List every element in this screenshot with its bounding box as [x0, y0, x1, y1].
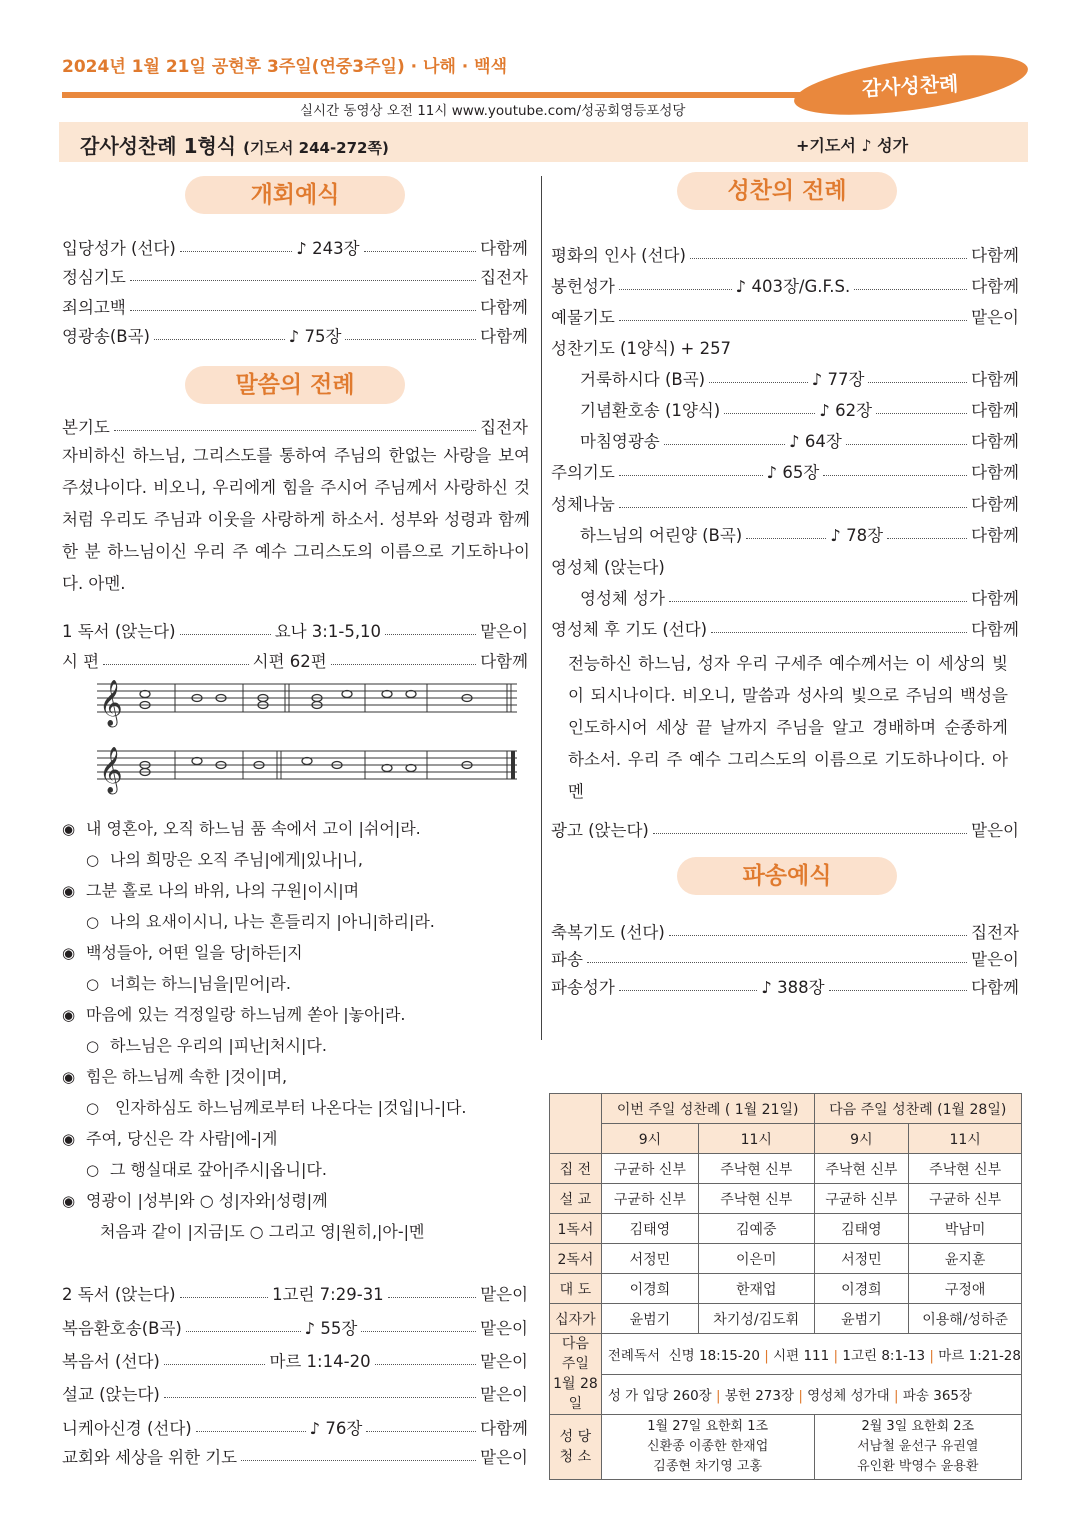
table-row	[550, 1415, 1022, 1480]
liturgy-row	[62, 413, 528, 439]
verse-marker: ◉	[62, 1006, 76, 1024]
table-cell: 김예중	[698, 1214, 814, 1244]
section-opening: 개회예식	[185, 176, 405, 214]
row-label: 주의기도	[551, 463, 615, 482]
live-stream-info: 실시간 동영상 오전 11시 www.youtube.com/성공회영등포성당	[300, 103, 686, 119]
liturgy-row	[62, 1280, 528, 1306]
leader-dots	[724, 413, 815, 414]
row-label: 정심기도	[62, 268, 126, 287]
row-label: 니케아신경 (선다)	[62, 1419, 192, 1438]
row-who: 맡은이	[971, 308, 1019, 327]
header-rule	[62, 92, 882, 98]
liturgy-row	[551, 272, 1019, 298]
row-who: 다함께	[971, 277, 1020, 296]
leader-dots	[664, 444, 785, 445]
verse-text: 영광이 |성부|와 ○ 성|자와|성령|께	[86, 1191, 328, 1210]
table-row	[550, 1304, 1022, 1334]
verse-text: 힘은 하느님께 속한 |것이|며,	[86, 1067, 288, 1086]
time-header: 9시	[601, 1124, 698, 1154]
liturgy-row	[580, 521, 1019, 547]
row-label: 영성체 성가	[580, 589, 665, 608]
row-label: 2 독서 (앉는다)	[62, 1285, 176, 1304]
row-ref: ♪ 76장	[309, 1419, 363, 1438]
row-who: 다함께	[480, 1419, 528, 1438]
leader-dots	[196, 1431, 306, 1432]
label-line: 성 당	[559, 1429, 592, 1445]
psalm-verse	[86, 968, 291, 999]
row-who: 집전자	[971, 923, 1019, 942]
leader-dots	[180, 1297, 269, 1298]
table-cell: 김태영	[814, 1214, 909, 1244]
table-cell: 구균하 신부	[814, 1184, 909, 1214]
row-who: 다함께	[480, 239, 528, 258]
label-line: 다음	[561, 1336, 589, 1352]
liturgy-row	[62, 263, 528, 289]
row-who: 맡은이	[971, 950, 1019, 969]
time-header: 11시	[909, 1124, 1022, 1154]
row-ref: 1고린 7:29-31	[272, 1285, 384, 1304]
row-header: 집 전	[550, 1154, 602, 1184]
leader-dots	[868, 382, 967, 383]
label-line: 1월 28일	[553, 1376, 598, 1412]
cleaning-title: 2월 3일 요한회 2조	[861, 1419, 975, 1434]
next-readings: 전례독서 신명 18:15-20 | 시편 111 | 1고린 8:1-13 | 마르 1:21-28	[601, 1334, 1021, 1375]
leader-dots	[361, 1331, 476, 1332]
leader-dots	[619, 320, 967, 321]
liturgy-row	[551, 553, 1019, 579]
row-label: 예물기도	[551, 308, 615, 327]
section-eucharist: 성찬의 전례	[677, 172, 897, 210]
next-hymns: 성 가 입당 260장 | 봉헌 273장 | 영성체 성가대 | 파송 365장	[601, 1374, 1021, 1415]
row-ref: 요나 3:1-5,10	[274, 622, 382, 641]
table-row	[550, 1334, 1022, 1375]
verse-text: 내 영혼아, 오직 하느님 품 속에서 고이 |쉬어|라.	[86, 819, 421, 838]
row-label: 축복기도 (선다)	[551, 923, 665, 942]
row-label: 본기도	[62, 418, 110, 437]
row-who: 다함께	[971, 978, 1019, 997]
leader-dots	[709, 382, 808, 383]
psalm-verse	[62, 875, 359, 906]
leader-dots	[388, 1297, 477, 1298]
row-ref: ♪ 64장	[789, 432, 842, 451]
liturgy-row	[62, 617, 528, 643]
leader-dots	[180, 634, 271, 635]
table-cell: 윤범기	[814, 1304, 909, 1334]
psalm-verse	[86, 1092, 467, 1123]
row-header: 설 교	[550, 1184, 602, 1214]
table-cell: 윤지훈	[909, 1244, 1022, 1274]
row-ref: ♪ 75장	[288, 327, 342, 346]
table-cell: 구균하 신부	[601, 1154, 698, 1184]
row-ref: ♪ 78장	[830, 526, 884, 545]
title-legend: +기도서 ♪ 성가	[796, 136, 909, 155]
table-cell: 주낙현 신부	[698, 1154, 814, 1184]
table-corner	[550, 1094, 602, 1154]
verse-marker: ◉	[62, 1192, 76, 1210]
row-label: 마침영광송	[580, 432, 660, 451]
leader-dots	[587, 962, 967, 963]
psalm-verse	[62, 1061, 287, 1092]
row-ref: ♪ 388장	[761, 978, 825, 997]
leader-dots	[619, 289, 732, 290]
row-who: 다함께	[480, 652, 529, 671]
banner-title: 감사성찬례	[861, 71, 959, 101]
leader-dots	[364, 251, 477, 252]
verse-text: 나의 희망은 오직 주님|에게|있나|니,	[110, 850, 363, 869]
verse-text: 백성들아, 어떤 일을 당|하든|지	[86, 943, 303, 962]
title-subtitle: (기도서 244-272쪽)	[243, 139, 389, 157]
leader-dots	[164, 1364, 266, 1365]
liturgy-row	[62, 1443, 528, 1469]
svg-text:𝄞: 𝄞	[99, 747, 123, 793]
leader-dots	[823, 475, 967, 476]
row-label: 영광송(B곡)	[62, 327, 150, 346]
row-label: 1 독서 (앉는다)	[62, 622, 176, 641]
readings-label: 전례독서	[607, 1347, 661, 1364]
psalm-verse	[62, 813, 421, 844]
liturgy-row	[551, 816, 1019, 842]
row-who: 다함께	[971, 495, 1019, 514]
row-header: 1독서	[550, 1214, 602, 1244]
psalm-verse	[62, 1185, 328, 1216]
psalm-chant-staff	[97, 676, 517, 802]
leader-dots	[345, 339, 476, 340]
leader-dots	[619, 990, 758, 991]
row-label: 평화의 인사 (선다)	[551, 246, 686, 265]
liturgy-row	[62, 1380, 528, 1406]
section-dismissal: 파송예식	[677, 857, 897, 895]
cleaning-names: 유인환 박영수 윤용환	[857, 1459, 979, 1474]
verse-marker: ○	[86, 975, 100, 993]
title-text: 감사성찬례 1형식	[80, 134, 237, 158]
psalm-verse	[62, 999, 406, 1030]
leader-dots	[619, 507, 967, 508]
row-label: 시 편	[62, 652, 100, 671]
row-ref: ♪ 77장	[811, 370, 865, 389]
table-cell: 김태영	[601, 1214, 698, 1244]
reading-item: 마르 1:21-28	[938, 1347, 1021, 1364]
verse-text: 하느님은 우리의 |피난|처시|다.	[110, 1036, 327, 1055]
date-line: 2024년 1월 21일 공현후 3주일(연중3주일) · 나해 · 백색	[62, 57, 508, 77]
this-week-header: 이번 주일 성찬례 ( 1월 21일)	[601, 1094, 814, 1124]
table-cell: 구정애	[909, 1274, 1022, 1304]
row-ref: 마르 1:14-20	[269, 1352, 371, 1371]
psalm-verse	[62, 937, 303, 968]
verse-marker: ○	[86, 1099, 100, 1117]
row-who: 다함께	[480, 327, 528, 346]
liturgy-row	[62, 1314, 528, 1340]
verse-text: 주여, 당신은 각 사람|에-|게	[86, 1129, 278, 1148]
row-who: 다함께	[971, 526, 1019, 545]
leader-dots	[669, 935, 967, 936]
row-label: 하느님의 어린양 (B곡)	[580, 526, 743, 545]
row-who: 다함께	[971, 463, 1019, 482]
leader-dots	[114, 430, 476, 431]
section-word: 말씀의 전례	[185, 366, 405, 404]
row-label: 죄의고백	[62, 298, 126, 317]
row-who: 다함께	[480, 298, 528, 317]
leader-dots	[180, 251, 293, 252]
leader-dots	[619, 475, 763, 476]
leader-dots	[829, 990, 968, 991]
row-header: 2독서	[550, 1244, 602, 1274]
table-cell: 이경희	[601, 1274, 698, 1304]
row-who: 집전자	[480, 268, 528, 287]
row-who: 맡은이	[480, 1319, 528, 1338]
label-line: 청 소	[559, 1449, 592, 1465]
row-who: 맡은이	[480, 1385, 528, 1404]
row-who: 맡은이	[480, 1448, 528, 1467]
liturgy-row	[551, 458, 1019, 484]
verse-text: 그 행실대로 갚아|주시|옵니|다.	[110, 1160, 327, 1179]
row-label: 성체나눔	[551, 495, 615, 514]
time-header: 11시	[698, 1124, 814, 1154]
leader-dots	[711, 632, 967, 633]
leader-dots	[241, 1460, 476, 1461]
verse-text: 인자하심도 하느님께로부터 나온다는 |것입|니-|다.	[110, 1098, 467, 1117]
row-label: 영성체 후 기도 (선다)	[551, 620, 708, 639]
table-cell: 차기성/김도휘	[698, 1304, 814, 1334]
table-cell: 이경희	[814, 1274, 909, 1304]
svg-text:𝄞: 𝄞	[99, 680, 123, 726]
liturgy-row	[62, 234, 528, 260]
table-row	[550, 1154, 1022, 1184]
row-ref: 시편 62편	[252, 652, 327, 671]
leader-dots	[130, 310, 476, 311]
liturgy-row	[551, 615, 1019, 641]
liturgy-row	[62, 322, 528, 348]
row-ref: ♪ 55장	[304, 1319, 358, 1338]
hymn-item: 입당 260장	[642, 1388, 712, 1405]
leader-dots	[846, 444, 967, 445]
table-row	[550, 1214, 1022, 1244]
column-divider	[541, 176, 542, 1040]
cleaning-label	[550, 1415, 602, 1480]
verse-text: 마음에 있는 걱정일랑 하느님께 쏟아 |놓아|라.	[86, 1005, 406, 1024]
liturgy-row	[551, 918, 1019, 944]
liturgy-row	[551, 973, 1019, 999]
row-label: 거룩하시다 (B곡)	[580, 370, 706, 389]
row-label: 성찬기도 (1양식) + 257	[551, 339, 732, 358]
row-label: 교회와 세상을 위한 기도	[62, 1448, 238, 1467]
verse-marker: ○	[86, 1161, 100, 1179]
row-label: 파송	[551, 950, 583, 969]
cleaning-group-a	[601, 1415, 814, 1480]
leader-dots	[130, 280, 476, 281]
leader-dots	[154, 339, 285, 340]
table-cell: 박남미	[909, 1214, 1022, 1244]
table-row	[550, 1244, 1022, 1274]
row-label: 입당성가 (선다)	[62, 239, 176, 258]
row-who: 다함께	[971, 432, 1019, 451]
leader-dots	[746, 538, 826, 539]
liturgy-row	[62, 647, 528, 673]
leader-dots	[366, 1431, 476, 1432]
postcommunion-prayer: 전능하신 하느님, 성자 우리 구세주 예수께서는 이 세상의 빛이 되시나이다. 비오니, 말씀과 성사의 빛으로 주님의 백성을 인도하시어 세상 끝 날까지 주님을 알고 경배하며 순종하게 하소서. 우리 주 예수 그리스도의 이름으로 기도하나이다. 아멘	[568, 654, 1009, 801]
reading-item: 신명 18:15-20	[668, 1347, 760, 1364]
table-cell: 서정민	[814, 1244, 909, 1274]
cleaning-names: 서남철 윤선구 유권열	[857, 1439, 979, 1454]
leader-dots	[385, 634, 476, 635]
table-row	[550, 1374, 1022, 1415]
row-who: 다함께	[971, 620, 1019, 639]
liturgy-row	[62, 1347, 528, 1373]
leader-dots	[669, 601, 967, 602]
psalm-verse	[100, 1216, 425, 1247]
verse-marker: ◉	[62, 944, 76, 962]
table-cell: 한재업	[698, 1274, 814, 1304]
leader-dots	[690, 258, 967, 259]
row-ref: ♪ 403장/G.F.S.	[735, 277, 851, 296]
next-week-header: 다음 주일 성찬례 (1월 28일)	[814, 1094, 1022, 1124]
reading-item: 1고린 8:1-13	[842, 1347, 926, 1364]
leader-dots	[854, 289, 967, 290]
psalm-verse	[62, 1123, 277, 1154]
label-line: 주일	[561, 1356, 589, 1372]
row-label: 파송성가	[551, 978, 615, 997]
row-label: 복음환호송(B곡)	[62, 1319, 182, 1338]
verse-marker: ○	[86, 913, 100, 931]
verse-marker: ◉	[62, 1068, 76, 1086]
row-who: 다함께	[971, 370, 1019, 389]
liturgy-row	[580, 365, 1019, 391]
leader-dots	[653, 833, 967, 834]
row-label: 광고 (앉는다)	[551, 821, 649, 840]
leader-dots	[186, 1331, 301, 1332]
verse-marker: ◉	[62, 882, 76, 900]
page-title	[80, 130, 389, 159]
hymn-item: 파송 365장	[902, 1388, 973, 1405]
row-label: 복음서 (선다)	[62, 1352, 160, 1371]
collect-prayer: 자비하신 하느님, 그리스도를 통하여 주님의 한없는 사랑을 보여주셨나이다. 비오니, 우리에게 힘을 주시어 주님께서 사랑하신 것처럼 우리도 주님과 이웃을 사랑하게 하소서. 성부와 성령과 함께 한 분 하느님이신 우리 주 예수 그리스도의 이름으로 기도하나이다. 아멘.	[62, 446, 530, 593]
psalm-verse	[86, 906, 435, 937]
verse-text: 처음과 같이 |지금|도 ○ 그리고 영|원히,|아-|멘	[100, 1222, 425, 1241]
next-sunday-label	[550, 1334, 602, 1415]
table-cell: 주낙현 신부	[909, 1154, 1022, 1184]
row-who: 맡은이	[480, 1352, 528, 1371]
row-who: 집전자	[480, 418, 528, 437]
liturgy-row	[551, 303, 1019, 329]
row-who: 다함께	[971, 246, 1019, 265]
row-who: 맡은이	[480, 1285, 529, 1304]
psalm-verse	[86, 1154, 327, 1185]
liturgy-row	[62, 1414, 528, 1440]
leader-dots	[103, 664, 249, 665]
liturgy-row	[580, 427, 1019, 453]
verse-marker: ○	[86, 1037, 100, 1055]
verse-marker: ◉	[62, 820, 76, 838]
duty-schedule-table	[549, 1093, 1022, 1480]
row-who: 다함께	[971, 589, 1019, 608]
row-header: 대 도	[550, 1274, 602, 1304]
hymn-item: 봉헌 273장	[724, 1388, 795, 1405]
leader-dots	[331, 664, 477, 665]
time-header: 9시	[814, 1124, 909, 1154]
liturgy-row	[62, 293, 528, 319]
psalm-verse	[86, 844, 363, 875]
hymn-item: 영성체 성가대	[807, 1388, 890, 1405]
liturgy-row	[551, 241, 1019, 267]
liturgy-row	[551, 334, 1019, 360]
table-row	[550, 1184, 1022, 1214]
table-cell: 이은미	[698, 1244, 814, 1274]
leader-dots	[164, 1397, 476, 1398]
row-label: 설교 (앉는다)	[62, 1385, 160, 1404]
liturgy-row	[580, 584, 1019, 610]
row-header: 십자가	[550, 1304, 602, 1334]
hymns-label: 성 가	[607, 1388, 639, 1405]
verse-text: 너희는 하느|님을|믿어|라.	[110, 974, 291, 993]
verse-marker: ◉	[62, 1130, 76, 1148]
table-cell: 윤범기	[601, 1304, 698, 1334]
psalm-verse	[86, 1030, 327, 1061]
leader-dots	[375, 1364, 477, 1365]
cleaning-group-b	[814, 1415, 1022, 1480]
table-cell: 구균하 신부	[601, 1184, 698, 1214]
cleaning-names: 김종현 차기영 고홍	[653, 1459, 763, 1474]
cleaning-title: 1월 27일 요한회 1조	[647, 1419, 769, 1434]
liturgy-row	[551, 490, 1019, 516]
row-who: 맡은이	[480, 622, 529, 641]
leader-dots	[887, 538, 967, 539]
table-cell: 이용해/성하준	[909, 1304, 1022, 1334]
liturgy-row	[580, 396, 1019, 422]
table-cell: 주낙현 신부	[698, 1184, 814, 1214]
cleaning-names: 신환종 이종한 한재업	[647, 1439, 769, 1454]
row-ref: ♪ 62장	[819, 401, 873, 420]
row-who: 다함께	[971, 401, 1019, 420]
verse-text: 나의 요새이시니, 나는 흔들리지 |아니|하리|라.	[110, 912, 435, 931]
row-label: 영성체 (앉는다)	[551, 558, 665, 577]
table-row	[550, 1274, 1022, 1304]
table-cell: 구균하 신부	[909, 1184, 1022, 1214]
table-cell: 서정민	[601, 1244, 698, 1274]
leader-dots	[876, 413, 967, 414]
verse-marker: ○	[86, 851, 100, 869]
verse-text: 그분 홀로 나의 바위, 나의 구원|이시|며	[86, 881, 360, 900]
row-label: 기념환호송 (1양식)	[580, 401, 721, 420]
row-label: 봉헌성가	[551, 277, 615, 296]
row-ref: ♪ 243장	[296, 239, 360, 258]
row-ref: ♪ 65장	[766, 463, 820, 482]
table-cell: 주낙현 신부	[814, 1154, 909, 1184]
row-who: 맡은이	[971, 821, 1019, 840]
reading-item: 시편 111	[773, 1347, 830, 1364]
liturgy-row	[551, 945, 1019, 971]
